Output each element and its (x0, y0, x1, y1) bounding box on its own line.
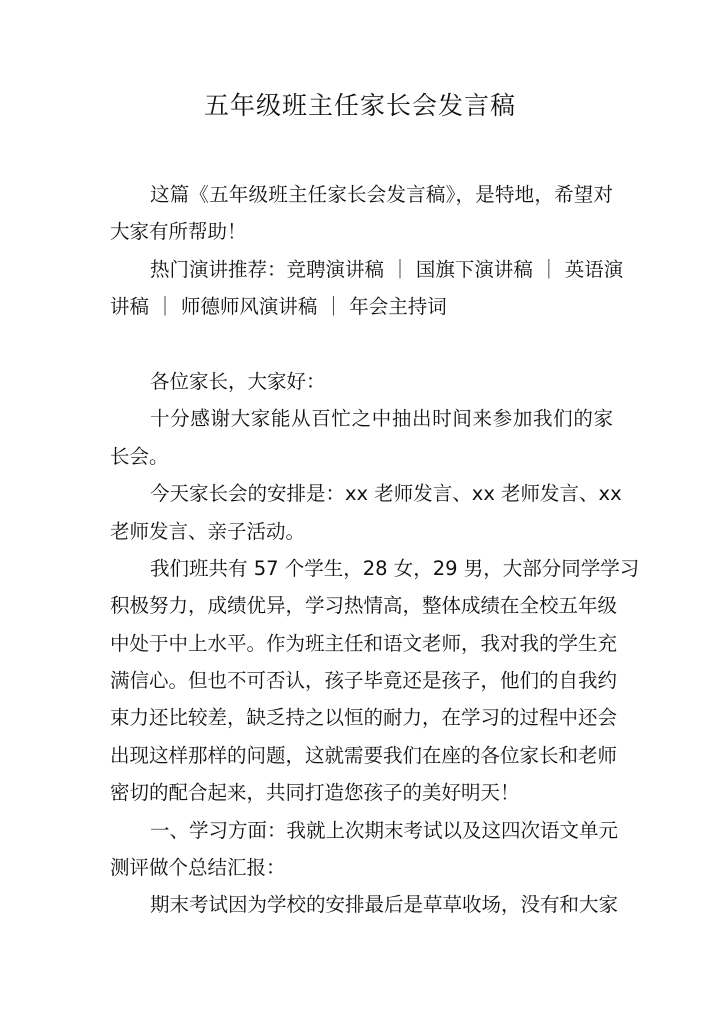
text-line: 讲稿 ｜ 师德师风演讲稿 ｜ 年会主持词 (110, 295, 447, 319)
text-line: 长会。 (110, 444, 169, 468)
paragraph (110, 400, 613, 475)
text-line: 老师发言、亲子活动。 (110, 519, 306, 543)
text-line: 各位家长，大家好： (150, 369, 326, 393)
text-line: 这篇《五年级班主任家长会发言稿》，是特地，希望对 (150, 183, 613, 206)
paragraph (110, 176, 613, 251)
text-line: 积极努力，成绩优异，学习热情高，整体成绩在全校五年级 (110, 594, 618, 618)
page-title: 五年级班主任家长会发言稿 (203, 91, 516, 120)
text-line: 热门演讲推荐：竞聘演讲稿 ｜ 国旗下演讲稿 ｜ 英语演 (150, 257, 624, 281)
text-line: 中处于中上水平。作为班主任和语文老师，我对我的学生充 (110, 631, 618, 655)
text-line: 我们班共有 57 个学生，28 女，29 男，大部分同学学习 (150, 556, 640, 580)
text-line: 满信心。但也不可否认，孩子毕竟还是孩子，他们的自我约 (110, 669, 618, 693)
text-line: 出现这样那样的问题，这就需要我们在座的各位家长和老师 (110, 743, 618, 767)
paragraph-gap (110, 326, 613, 363)
text-line: 一、学习方面：我就上次期末考试以及这四次语文单元 (150, 818, 619, 842)
text-line: 大家有所帮助！ (110, 220, 247, 244)
paragraph (110, 251, 624, 326)
paragraph (110, 550, 640, 812)
text-line: 束力还比较差，缺乏持之以恒的耐力，在学习的过程中还会 (110, 706, 618, 730)
document-body (110, 176, 640, 924)
paragraph (110, 812, 619, 887)
paragraph (110, 475, 622, 550)
text-line: 今天家长会的安排是：xx 老师发言、xx 老师发言、xx (150, 482, 622, 506)
text-line: 测评做个总结汇报： (110, 856, 286, 880)
text-line: 十分感谢大家能从百忙之中抽出时间来参加我们的家 (150, 407, 613, 431)
paragraph (110, 363, 613, 400)
text-line: 密切的配合起来，共同打造您孩子的美好明天！ (110, 781, 520, 805)
paragraph (110, 886, 619, 923)
text-line: 期末考试因为学校的安排最后是草草收场，没有和大家 (150, 893, 619, 917)
